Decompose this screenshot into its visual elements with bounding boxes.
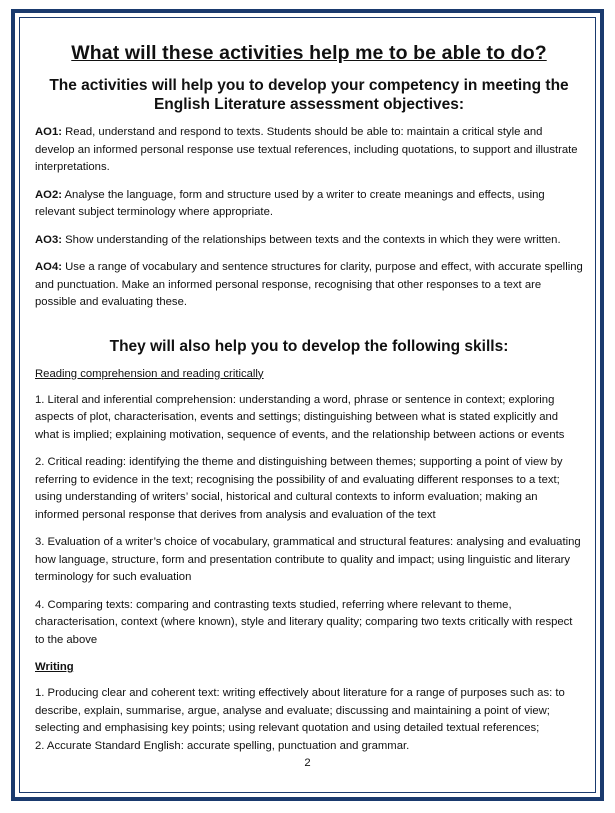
objective-text: Analyse the language, form and structure used by a writer to create meanings and effects, using relevant subject terminology where appropriate. bbox=[35, 188, 545, 218]
page-title: What will these activities help me to be able to do? bbox=[71, 42, 547, 64]
objective-label: AO2: bbox=[35, 188, 62, 201]
writing-section-heading: Writing bbox=[35, 661, 74, 673]
reading-skill-1: 1. Literal and inferential comprehension: understanding a word, phrase or sentence in context; exploring aspects of plot, characterisation, events and settings; distinguishing between what is stated explicitly and what is implied; explaining motivation, sequence of events, and the relationship between actions or events bbox=[35, 393, 565, 441]
page-number: 2 bbox=[304, 757, 311, 769]
objective-ao2 bbox=[35, 187, 583, 222]
reading-section-heading: Reading comprehension and reading critically bbox=[35, 367, 264, 380]
objective-label: AO4: bbox=[35, 261, 62, 273]
writing-skill-1: 1. Producing clear and coherent text: writing effectively about literature for a range of purposes such as: to describe, explain, summarise, argue, analyse and evaluate; discussing and maintaining a point of view; selecting and emphasising key points; using relevant quotation and using detailed textual references; bbox=[35, 687, 565, 734]
subtitle: The activities will help you to develop your competency in meeting the English Literature assessment objectives: bbox=[49, 77, 569, 113]
writing-skill-2: 2. Accurate Standard English: accurate spelling, punctuation and grammar. bbox=[35, 739, 410, 752]
skills-heading: They will also help you to develop the following skills: bbox=[109, 337, 509, 355]
objective-ao4 bbox=[35, 259, 583, 312]
objective-text: Use a range of vocabulary and sentence structures for clarity, purpose and effect, with accurate spelling and punctuation. Make an informed personal response, recognising that other responses to a text are possible and evaluating these. bbox=[35, 261, 583, 308]
objective-text: Show understanding of the relationships between texts and the contexts in which they were written. bbox=[62, 233, 561, 246]
objective-ao1 bbox=[35, 124, 583, 177]
reading-skill-2: 2. Critical reading: identifying the theme and distinguishing between themes; supporting a point of view by referring to evidence in the text; recognising the possibility of and evaluating different responses to a text; using understanding of writers’ social, historical and cultural contexts to inform evaluation; making an informed personal response that derives from analysis and evaluation of the text bbox=[35, 456, 563, 521]
document-body bbox=[35, 40, 583, 755]
objective-text: Read, understand and respond to texts. Students should be able to: maintain a critical style and develop an informed personal response use textual references, including quotations, to support and illustrate interpretations. bbox=[35, 126, 578, 173]
reading-skill-4: 4. Comparing texts: comparing and contrasting texts studied, referring where relevant to theme, characterisation, context (where known), style and literary quality; comparing two texts critically with respect to the above bbox=[35, 598, 573, 646]
objective-ao3 bbox=[35, 232, 583, 250]
objective-label: AO3: bbox=[35, 233, 62, 246]
reading-skill-3: 3. Evaluation of a writer’s choice of vocabulary, grammatical and structural features: analysing and evaluating how language, structure, form and presentation contribute to quality and impact; using linguistic and literary terminology for such evaluation bbox=[35, 536, 581, 583]
objective-label: AO1: bbox=[35, 126, 62, 138]
